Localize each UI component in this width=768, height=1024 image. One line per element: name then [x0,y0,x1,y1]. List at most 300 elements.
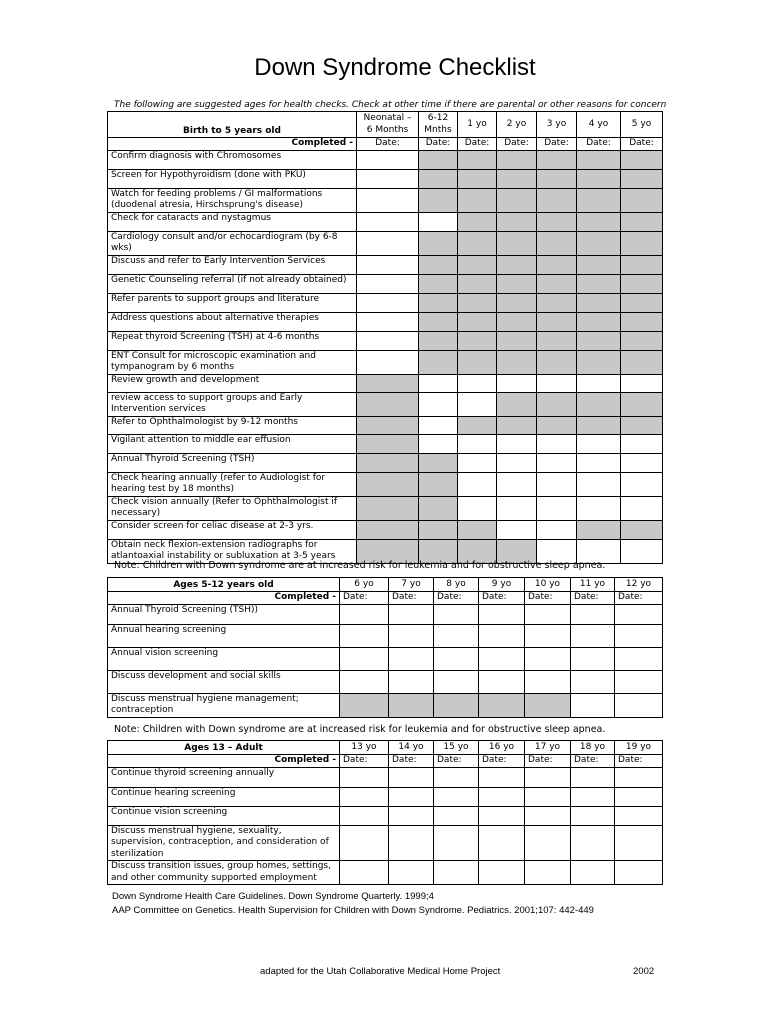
check-cell[interactable] [577,434,621,453]
check-cell[interactable] [615,861,663,885]
shaded-cell [537,169,577,188]
checklist-row [108,767,663,787]
ages-13-adult-checklist [107,740,663,885]
checklist-item-label: Repeat thyroid Screening (TSH) at 4-6 months [108,331,357,350]
shaded-cell [621,212,663,231]
shaded-cell [357,434,419,453]
checklist-item-label: Check for cataracts and nystagmus [108,212,357,231]
shaded-cell [537,312,577,331]
shaded-cell [419,472,458,496]
check-cell[interactable] [389,825,434,861]
checklist-row [108,861,663,885]
check-cell[interactable] [621,472,663,496]
shaded-cell [577,416,621,434]
shaded-cell [577,274,621,293]
completed-label: Completed - [108,755,340,768]
check-cell[interactable] [497,472,537,496]
check-cell[interactable] [615,787,663,806]
shaded-cell [419,331,458,350]
section-heading: Ages 5-12 years old [108,578,340,592]
checklist-item-label: Refer to Ophthalmologist by 9-12 months [108,416,357,434]
check-cell[interactable] [340,624,389,647]
check-cell[interactable] [479,604,525,624]
shaded-cell [419,496,458,520]
check-cell[interactable] [479,787,525,806]
check-cell[interactable] [434,861,479,885]
checklist-row [108,496,663,520]
check-cell[interactable] [571,767,615,787]
checklist-item-label: Genetic Counseling referral (if not already obtained) [108,274,357,293]
check-cell[interactable] [458,453,497,472]
shaded-cell [537,392,577,416]
footer-year: 2002 [633,966,655,977]
check-cell[interactable] [434,604,479,624]
check-cell[interactable] [458,496,497,520]
shaded-cell [577,169,621,188]
check-cell[interactable] [537,472,577,496]
shaded-cell [577,350,621,374]
age-column-header: 3 yo [537,112,577,138]
checklist-row [108,331,663,350]
check-cell[interactable] [357,231,419,255]
date-label: Date: [621,138,663,151]
shaded-cell [621,416,663,434]
check-cell[interactable] [479,624,525,647]
checklist-item-label: Screen for Hypothyroidism (done with PKU) [108,169,357,188]
check-cell[interactable] [537,374,577,392]
check-cell[interactable] [525,670,571,693]
intro-text: The following are suggested ages for health checks. Check at other time if there are parental or other reasons for concern [114,100,667,110]
checklist-row [108,604,663,624]
shaded-cell [577,150,621,169]
checklist-row [108,434,663,453]
checklist-item-label: Refer parents to support groups and literature [108,293,357,312]
shaded-cell [458,212,497,231]
check-cell[interactable] [571,670,615,693]
age-column-header: 14 yo [389,741,434,755]
shaded-cell [458,255,497,274]
checklist-item-label: Discuss menstrual hygiene management; contraception [108,693,340,717]
shaded-cell [497,392,537,416]
shaded-cell [497,416,537,434]
shaded-cell [621,150,663,169]
checklist-row [108,693,663,717]
shaded-cell [357,496,419,520]
checklist-row [108,312,663,331]
check-cell[interactable] [615,806,663,825]
check-cell[interactable] [479,806,525,825]
check-cell[interactable] [571,624,615,647]
check-cell[interactable] [389,861,434,885]
check-cell[interactable] [340,787,389,806]
date-label: Date: [419,138,458,151]
shaded-cell [577,293,621,312]
shaded-cell [621,293,663,312]
page-title: Down Syndrome Checklist [254,54,536,81]
check-cell[interactable] [357,212,419,231]
date-label: Date: [479,755,525,768]
shaded-cell [621,255,663,274]
date-label: Date: [340,755,389,768]
shaded-cell [537,255,577,274]
shaded-cell [577,520,621,539]
checklist-row [108,520,663,539]
checklist-row [108,787,663,806]
check-cell[interactable] [615,767,663,787]
check-cell[interactable] [357,255,419,274]
check-cell[interactable] [434,624,479,647]
check-cell[interactable] [525,604,571,624]
age-column-header: 9 yo [479,578,525,592]
shaded-cell [419,169,458,188]
check-cell[interactable] [357,188,419,212]
shaded-cell [357,472,419,496]
check-cell[interactable] [340,670,389,693]
shaded-cell [577,231,621,255]
checklist-item-label: Annual hearing screening [108,624,340,647]
check-cell[interactable] [389,787,434,806]
completed-label: Completed - [108,592,340,605]
date-label: Date: [479,592,525,605]
check-cell[interactable] [577,374,621,392]
shaded-cell [537,150,577,169]
check-cell[interactable] [340,806,389,825]
age-column-header: 5 yo [621,112,663,138]
checklist-item-label: Discuss development and social skills [108,670,340,693]
check-cell[interactable] [577,472,621,496]
birth-to-5-checklist [107,111,663,564]
date-label: Date: [615,592,663,605]
check-cell[interactable] [458,392,497,416]
check-cell[interactable] [615,670,663,693]
shaded-cell [434,693,479,717]
age-column-header: 13 yo [340,741,389,755]
check-cell[interactable] [357,350,419,374]
shaded-cell [621,312,663,331]
shaded-cell [458,169,497,188]
shaded-cell [458,331,497,350]
shaded-cell [419,453,458,472]
checklist-item-label: Address questions about alternative therapies [108,312,357,331]
check-cell[interactable] [340,767,389,787]
check-cell[interactable] [571,825,615,861]
reference-item: Down Syndrome Health Care Guidelines. Down Syndrome Quarterly. 1999;4 [112,891,434,902]
checklist-item-label: Cardiology consult and/or echocardiogram (by 6-8 wks) [108,231,357,255]
check-cell[interactable] [537,453,577,472]
check-cell[interactable] [434,825,479,861]
shaded-cell [340,693,389,717]
shaded-cell [621,520,663,539]
check-cell[interactable] [621,496,663,520]
note-risk: Note: Children with Down syndrome are at increased risk for leukemia and for obstructive sleep apnea. [114,560,606,571]
checklist-item-label: Check vision annually (Refer to Ophthalmologist if necessary) [108,496,357,520]
check-cell[interactable] [419,212,458,231]
checklist-item-label: Confirm diagnosis with Chromosomes [108,150,357,169]
check-cell[interactable] [340,861,389,885]
check-cell[interactable] [357,150,419,169]
checklist-row [108,212,663,231]
age-column-header: 1 yo [458,112,497,138]
shaded-cell [537,274,577,293]
date-label: Date: [340,592,389,605]
shaded-cell [419,274,458,293]
checklist-item-label: Discuss and refer to Early Intervention Services [108,255,357,274]
check-cell[interactable] [497,520,537,539]
section-heading: Birth to 5 years old [108,112,357,138]
check-cell[interactable] [497,453,537,472]
shaded-cell [497,331,537,350]
checklist-item-label: Continue hearing screening [108,787,340,806]
checklist-item-label: Check hearing annually (refer to Audiologist for hearing test by 18 months) [108,472,357,496]
date-label: Date: [458,138,497,151]
shaded-cell [419,520,458,539]
shaded-cell [357,416,419,434]
check-cell[interactable] [571,647,615,670]
checklist-row [108,293,663,312]
check-cell[interactable] [419,374,458,392]
check-cell[interactable] [615,693,663,717]
shaded-cell [537,331,577,350]
check-cell[interactable] [537,496,577,520]
check-cell[interactable] [577,496,621,520]
shaded-cell [419,293,458,312]
check-cell[interactable] [621,539,663,563]
shaded-cell [497,150,537,169]
checklist-row [108,806,663,825]
age-column-header: 15 yo [434,741,479,755]
check-cell[interactable] [479,825,525,861]
date-label: Date: [389,755,434,768]
shaded-cell [458,188,497,212]
checklist-row [108,670,663,693]
shaded-cell [458,231,497,255]
check-cell[interactable] [621,374,663,392]
shaded-cell [537,188,577,212]
checklist-row [108,350,663,374]
date-label: Date: [525,755,571,768]
check-cell[interactable] [615,647,663,670]
shaded-cell [419,255,458,274]
age-column-header: Neonatal – 6 Months [357,112,419,138]
check-cell[interactable] [434,806,479,825]
ages-5-12-checklist [107,577,663,718]
check-cell[interactable] [497,434,537,453]
shaded-cell [537,212,577,231]
shaded-cell [497,274,537,293]
checklist-row [108,624,663,647]
check-cell[interactable] [357,169,419,188]
check-cell[interactable] [479,767,525,787]
shaded-cell [458,150,497,169]
check-cell[interactable] [525,647,571,670]
check-cell[interactable] [621,453,663,472]
shaded-cell [419,188,458,212]
check-cell[interactable] [434,647,479,670]
checklist-row [108,169,663,188]
age-column-header: 12 yo [615,578,663,592]
shaded-cell [577,331,621,350]
check-cell[interactable] [357,331,419,350]
age-column-header: 2 yo [497,112,537,138]
checklist-row [108,647,663,670]
age-column-header: 8 yo [434,578,479,592]
shaded-cell [621,350,663,374]
shaded-cell [458,312,497,331]
date-label: Date: [389,592,434,605]
check-cell[interactable] [419,434,458,453]
check-cell[interactable] [389,806,434,825]
shaded-cell [497,188,537,212]
check-cell[interactable] [389,670,434,693]
shaded-cell [621,331,663,350]
shaded-cell [537,416,577,434]
date-label: Date: [525,592,571,605]
shaded-cell [357,453,419,472]
shaded-cell [389,693,434,717]
checklist-row [108,150,663,169]
shaded-cell [479,693,525,717]
checklist-row [108,416,663,434]
check-cell[interactable] [571,806,615,825]
check-cell[interactable] [419,416,458,434]
shaded-cell [577,392,621,416]
check-cell[interactable] [571,861,615,885]
check-cell[interactable] [615,604,663,624]
age-column-header: 19 yo [615,741,663,755]
shaded-cell [458,293,497,312]
check-cell[interactable] [458,434,497,453]
checklist-row [108,453,663,472]
age-column-header: 18 yo [571,741,615,755]
date-label: Date: [577,138,621,151]
check-cell[interactable] [340,825,389,861]
check-cell[interactable] [458,472,497,496]
check-cell[interactable] [434,670,479,693]
check-cell[interactable] [525,624,571,647]
checklist-item-label: Review growth and development [108,374,357,392]
check-cell[interactable] [357,312,419,331]
date-label: Date: [571,755,615,768]
shaded-cell [497,212,537,231]
shaded-cell [525,693,571,717]
checklist-row [108,825,663,861]
shaded-cell [357,374,419,392]
checklist-row [108,231,663,255]
date-label: Date: [434,592,479,605]
checklist-item-label: Watch for feeding problems / GI malformations (duodenal atresia, Hirschsprung's disease) [108,188,357,212]
shaded-cell [357,520,419,539]
check-cell[interactable] [479,647,525,670]
checklist-item-label: Discuss transition issues, group homes, settings, and other community supported employment [108,861,340,885]
check-cell[interactable] [497,374,537,392]
age-column-header: 7 yo [389,578,434,592]
checklist-row [108,274,663,293]
check-cell[interactable] [571,604,615,624]
check-cell[interactable] [357,274,419,293]
age-column-header: 10 yo [525,578,571,592]
check-cell[interactable] [525,806,571,825]
shaded-cell [458,520,497,539]
check-cell[interactable] [537,434,577,453]
age-column-header: 6 yo [340,578,389,592]
check-cell[interactable] [497,496,537,520]
shaded-cell [419,231,458,255]
age-column-header: 16 yo [479,741,525,755]
check-cell[interactable] [479,861,525,885]
shaded-cell [497,350,537,374]
check-cell[interactable] [621,434,663,453]
shaded-cell [621,231,663,255]
shaded-cell [497,312,537,331]
date-label: Date: [615,755,663,768]
check-cell[interactable] [615,624,663,647]
shaded-cell [497,169,537,188]
shaded-cell [419,350,458,374]
shaded-cell [458,350,497,374]
checklist-row [108,374,663,392]
shaded-cell [537,231,577,255]
check-cell[interactable] [389,767,434,787]
shaded-cell [357,392,419,416]
shaded-cell [621,188,663,212]
check-cell[interactable] [479,670,525,693]
check-cell[interactable] [525,861,571,885]
shaded-cell [497,293,537,312]
check-cell[interactable] [458,374,497,392]
check-cell[interactable] [434,767,479,787]
shaded-cell [577,188,621,212]
check-cell[interactable] [525,787,571,806]
shaded-cell [577,255,621,274]
check-cell[interactable] [571,693,615,717]
check-cell[interactable] [525,825,571,861]
check-cell[interactable] [340,647,389,670]
check-cell[interactable] [389,647,434,670]
shaded-cell [577,312,621,331]
completed-label: Completed - [108,138,357,151]
shaded-cell [497,255,537,274]
age-column-header: 17 yo [525,741,571,755]
check-cell[interactable] [357,293,419,312]
checklist-item-label: ENT Consult for microscopic examination and tympanogram by 6 months [108,350,357,374]
age-column-header: 4 yo [577,112,621,138]
shaded-cell [537,293,577,312]
check-cell[interactable] [577,453,621,472]
checklist-item-label: Continue thyroid screening annually [108,767,340,787]
shaded-cell [577,212,621,231]
checklist-item-label: Vigilant attention to middle ear effusion [108,434,357,453]
shaded-cell [458,416,497,434]
checklist-item-label: Annual Thyroid Screening (TSH) [108,453,357,472]
shaded-cell [621,169,663,188]
check-cell[interactable] [615,825,663,861]
check-cell[interactable] [571,787,615,806]
shaded-cell [497,231,537,255]
date-label: Date: [497,138,537,151]
shaded-cell [419,150,458,169]
section-heading: Ages 13 – Adult [108,741,340,755]
check-cell[interactable] [389,624,434,647]
check-cell[interactable] [434,787,479,806]
check-cell[interactable] [419,392,458,416]
check-cell[interactable] [340,604,389,624]
check-cell[interactable] [537,520,577,539]
checklist-item-label: Obtain neck flexion-extension radiographs for atlantoaxial instability or subluxation at 3-5 years [108,539,357,563]
check-cell[interactable] [525,767,571,787]
checklist-item-label: Continue vision screening [108,806,340,825]
check-cell[interactable] [389,604,434,624]
checklist-item-label: Discuss menstrual hygiene, sexuality, supervision, contraception, and consideration of sterilization [108,825,340,861]
